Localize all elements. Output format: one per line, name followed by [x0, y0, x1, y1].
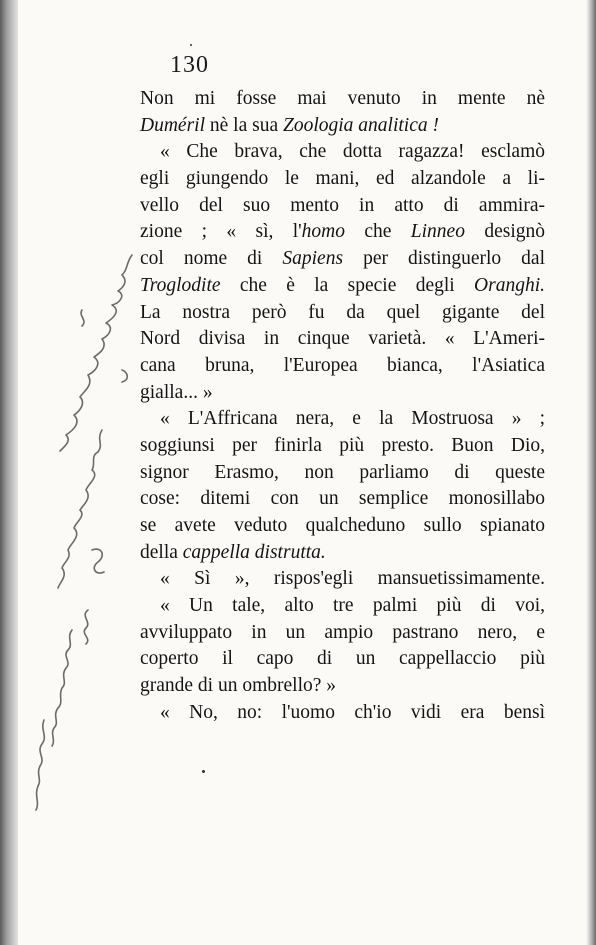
text-line: col nome di Sapiens per distinguerlo dal [140, 248, 545, 270]
text-line: signor Erasmo, non parliamo di queste [140, 461, 545, 483]
text-line: se avete veduto qualcheduno sullo spianato [140, 515, 545, 536]
text-line: zione ; « sì, l'homo che Linneo designò [140, 221, 545, 243]
scribble-stroke [81, 310, 84, 326]
scribble-stroke [36, 720, 44, 810]
text-line: della cappella distrutta. [140, 541, 326, 563]
text-line: Nord divisa in cinque varietà. « L'Ameri- [140, 328, 545, 350]
text-line: cana bruna, l'Europea bianca, l'Asiatica [140, 354, 545, 376]
page-binding-shadow [0, 0, 18, 945]
scribble-stroke [60, 255, 132, 451]
text-line: « Sì », rispos'egli mansuetissimamente. [160, 568, 545, 590]
text-line: Duméril nè la sua Zoologia analitica ! [140, 114, 439, 136]
text-line: « L'Affricana nera, e la Mostruosa » ; [160, 408, 545, 430]
text-line: egli giungendo le mani, ed alzandole a li- [140, 168, 545, 190]
text-line: vello del suo mento in atto di ammira- [140, 194, 545, 216]
text-line: Troglodite che è la specie degli Oranghi. [140, 274, 545, 296]
text-line: avviluppato in un ampio pastrano nero, e [140, 621, 545, 643]
page-number: 130 [170, 52, 209, 78]
scribble-stroke [92, 549, 104, 573]
text-line: gialla... » [140, 381, 213, 403]
handwritten-marginalia [22, 250, 152, 850]
page-edge-shadow [586, 0, 596, 945]
text-line: coperto il capo di un cappellaccio più [140, 648, 545, 670]
text-line: La nostra però fu da quel gigante del [140, 301, 545, 323]
scribble-stroke [84, 610, 88, 644]
text-line: cose: ditemi con un semplice monosillabo [140, 488, 545, 510]
text-line: « Un tale, alto tre palmi più di voi, [160, 595, 545, 617]
text-line: soggiunsi per finirla più presto. Buon Dio, [140, 434, 545, 456]
ink-speck [190, 44, 192, 46]
ink-speck [202, 770, 205, 773]
text-line: grande di un ombrello? » [140, 675, 337, 697]
text-line: « Che brava, che dotta ragazza! esclamò [160, 141, 545, 163]
text-line: Non mi fosse mai venuto in mente nè [140, 88, 545, 109]
scribble-stroke [58, 430, 102, 588]
scribble-stroke [52, 630, 72, 746]
marginalia-scribble [22, 250, 152, 850]
scribble-stroke [122, 370, 127, 382]
body-text [140, 86, 545, 727]
text-line: « No, no: l'uomo ch'io vidi era bensì [160, 701, 545, 723]
